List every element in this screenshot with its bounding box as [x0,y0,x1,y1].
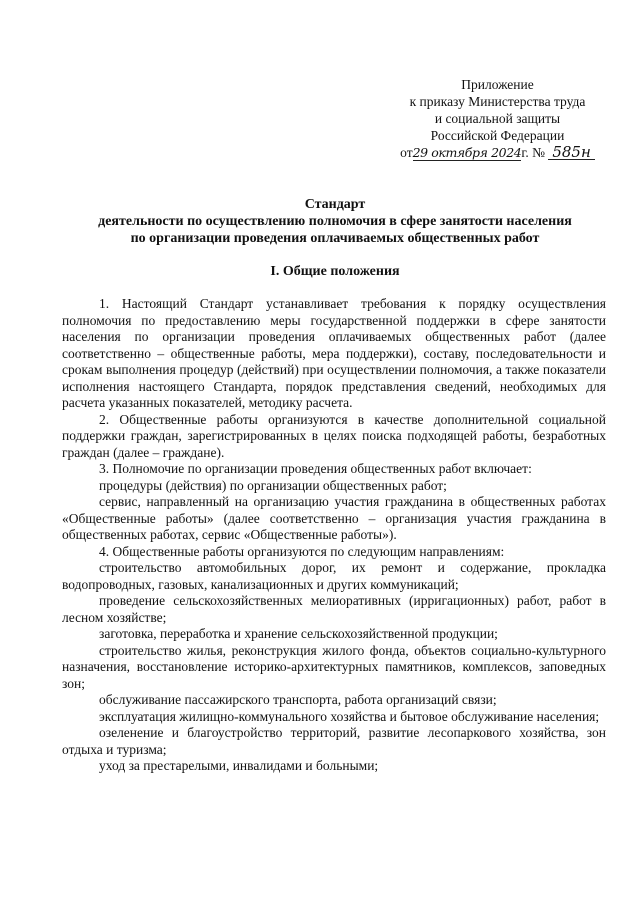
paragraph-3: 3. Полномочие по организации проведения общественных работ включает: [99,461,532,476]
document-title [40,196,630,247]
title-line-2: деятельности по осуществлению полномочия в сфере занятости населения [98,214,572,229]
paragraph-3-item-1: процедуры (действия) по организации общественных работ; [99,477,447,493]
paragraph-2: 2. Общественные работы организуются в качестве дополнительной социальной поддержки граждан, зарегистрированных в целях поиска подходящей работы, безработных граждан (далее – граждане). [62,411,606,460]
handwritten-order-number: 585н [548,145,595,160]
paragraph-4-item-7: озеленение и благоустройство территорий, развитие лесопаркового хозяйства, зон отдыха и туризма; [62,725,606,757]
document-body [62,296,606,775]
paragraph-3-item-2: сервис, направленный на организацию участия гражданина в общественных работах «Общественные работы» (далее соответственно – организация участия гражданина в общественных работах, сервис «Общественные работы»). [62,494,606,542]
date-suffix: г. № [521,145,545,160]
paragraph-4-item-4: строительство жилья, реконструкция жилого фонда, объектов социально-культурного назначения, восстановление историко-архитектурных памятников, комплексов, заповедных зон; [62,642,606,691]
handwritten-date: 29 октября 2024 [412,145,522,160]
appendix-country-line: Российской Федерации [430,128,565,143]
paragraph-1: 1. Настоящий Стандарт устанавливает требования к порядку осуществления полномочия по предоставлению меры государственной поддержки в сфере занятости населения по организации проведения оплачиваемых общественных работ (далее соответственно – общественные работы, мера поддержки), составу, последовательности и срокам выполнения процедур (действий) при осуществлении полномочия, а также показатели исполнения настоящего Стандарта, порядок представления сведений, необходимых для расчета указанных показателей, методику расчета. [62,296,606,410]
appendix-label: Приложение [461,77,534,92]
paragraph-4: 4. Общественные работы организуются по следующим направлениям: [99,543,505,559]
appendix-date-line [380,144,615,161]
paragraph-4-item-8: уход за престарелыми, инвалидами и больными; [99,758,379,773]
appendix-order-ref: к приказу Министерства труда [409,94,586,109]
paragraph-4-item-1: строительство автомобильных дорог, их ремонт и содержание, прокладка водопроводных, газовых, канализационных и других коммуникаций; [62,560,606,592]
appendix-ministry-line: и социальной защиты [434,111,561,126]
paragraph-4-item-5: обслуживание пассажирского транспорта, работа организаций связи; [99,692,497,707]
paragraph-4-item-2: проведение сельскохозяйственных мелиоративных (ирригационных) работ, работ в лесном хозяйстве; [62,593,606,625]
paragraph-4-item-6: эксплуатация жилищно-коммунального хозяйства и бытовое обслуживание населения; [99,708,600,724]
date-prefix: от [400,145,413,160]
section-heading: I. Общие положения [270,264,400,279]
title-line-3: по организации проведения оплачиваемых общественных работ [130,231,540,246]
title-line-1: Стандарт [304,197,366,212]
paragraph-4-item-3: заготовка, переработка и хранение сельскохозяйственной продукции; [99,626,498,641]
appendix-header [380,76,615,161]
